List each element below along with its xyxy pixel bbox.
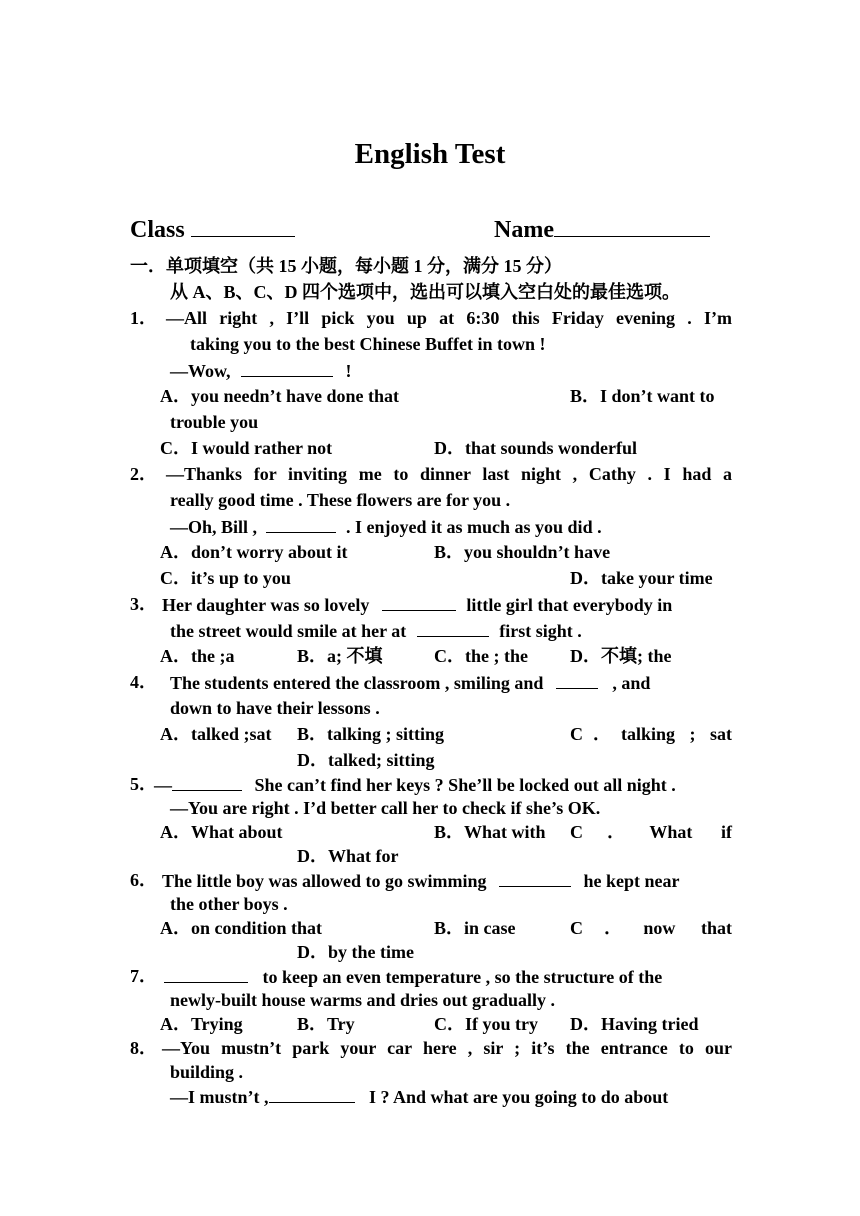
q3-blank-1[interactable] <box>382 592 456 611</box>
q7-answer-blank[interactable] <box>164 964 248 983</box>
q5-option-d[interactable]: D．What for <box>297 846 399 866</box>
q2-line3-text: —Oh, Bill , <box>170 517 258 537</box>
q2-option-b[interactable]: B．you shouldn’t have <box>434 542 611 562</box>
q4-number: 4． <box>130 672 157 692</box>
q1-line2: taking you to the best Chinese Buffet in town ! <box>190 334 546 354</box>
q1-answer-blank[interactable] <box>241 358 333 377</box>
q1-line3-end: ! <box>345 361 352 381</box>
section-instruction: 从 A、B、C、D 四个选项中，选出可以填入空白处的最佳选项。 <box>170 282 681 302</box>
q3-blank-2[interactable] <box>417 618 489 637</box>
q6-option-a[interactable]: A．on condition that <box>160 918 323 938</box>
q7-number: 7． <box>130 966 157 986</box>
q4-option-d[interactable]: D．talked; sitting <box>297 750 435 770</box>
q2-line2: really good time . These flowers are for you . <box>170 490 511 510</box>
q3-option-d[interactable]: D．不填; the <box>570 646 672 666</box>
q3-number: 3． <box>130 594 157 614</box>
q2-line3-end: . I enjoyed it as much as you did . <box>346 517 602 537</box>
q4-line1-end: , and <box>612 673 651 693</box>
q6-option-d[interactable]: D．by the time <box>297 942 414 962</box>
q6-line2: the other boys . <box>170 894 288 914</box>
q5-line2: —You are right . I’d better call her to check if she’s OK. <box>170 798 601 818</box>
q5-option-a[interactable]: A．What about <box>160 822 283 842</box>
q3-option-c[interactable]: C．the ; the <box>434 646 528 666</box>
q1-option-b-cont: trouble you <box>170 412 259 432</box>
q2-number: 2． <box>130 464 157 484</box>
q8-line2: building . <box>170 1062 244 1082</box>
q4-answer-blank[interactable] <box>556 670 598 689</box>
q4-option-b[interactable]: B．talking ; sitting <box>297 724 445 744</box>
q8-number: 8． <box>130 1038 157 1058</box>
q5-dash: — <box>154 775 172 795</box>
q1-option-d[interactable]: D．that sounds wonderful <box>434 438 638 458</box>
q4-option-a[interactable]: A．talked ;sat <box>160 724 272 744</box>
q1-number: 1． <box>130 308 157 328</box>
name-blank[interactable] <box>554 214 710 237</box>
section-heading: 一．单项填空（共 15 小题，每小题 1 分，满分 15 分） <box>130 256 562 276</box>
q6-option-b[interactable]: B．in case <box>434 918 516 938</box>
class-label: Class <box>130 217 185 243</box>
q7-line1-end: to keep an even temperature , so the structure of the <box>262 967 663 987</box>
q1-option-b[interactable]: B．I don’t want to <box>570 386 715 406</box>
q3-option-a[interactable]: A．the ;a <box>160 646 235 666</box>
q8-answer-blank[interactable] <box>269 1084 355 1103</box>
page-title: English Test <box>354 138 506 170</box>
q3-line1-end: little girl that everybody in <box>466 595 673 615</box>
q7-option-c[interactable]: C．If you try <box>434 1014 538 1034</box>
q8-line3 <box>170 1084 668 1109</box>
q7-option-a[interactable]: A．Trying <box>160 1014 243 1034</box>
q7-option-d[interactable]: D．Having tried <box>570 1014 699 1034</box>
q5-line1 <box>154 772 676 797</box>
q2-line1: —Thanks for inviting me to dinner last night , Cathy . I had a <box>166 464 732 484</box>
q5-answer-blank[interactable] <box>172 772 242 791</box>
q8-line1: —You mustn’t park your car here , sir ; it’s the entrance to our <box>162 1038 732 1058</box>
q5-number: 5． <box>130 774 157 794</box>
q5-line1-end: She can’t find her keys ? She’ll be locked out all night . <box>254 775 676 795</box>
q3-option-b[interactable]: B．a; 不填 <box>297 646 383 666</box>
q4-line1-text: The students entered the classroom , smiling and <box>170 673 544 693</box>
q7-line1 <box>164 964 662 989</box>
q6-line1-text: The little boy was allowed to go swimming <box>162 871 487 891</box>
q4-option-c[interactable]: C．talking ; sat <box>570 724 732 744</box>
q5-option-c[interactable]: C．What if <box>570 822 732 842</box>
q6-answer-blank[interactable] <box>499 868 571 887</box>
q4-line2: down to have their lessons . <box>170 698 380 718</box>
q1-line3 <box>170 358 352 383</box>
q6-option-c[interactable]: C．now that <box>570 918 732 938</box>
q3-line2-text: the street would smile at her at <box>170 621 407 641</box>
q2-answer-blank[interactable] <box>266 514 336 533</box>
q1-line3-text: —Wow, <box>170 361 231 381</box>
q3-line2-end: first sight . <box>499 621 582 641</box>
q6-number: 6． <box>130 870 157 890</box>
q6-line1-end: he kept near <box>583 871 680 891</box>
q7-option-b[interactable]: B．Try <box>297 1014 355 1034</box>
q1-option-c[interactable]: C．I would rather not <box>160 438 333 458</box>
q2-option-c[interactable]: C．it’s up to you <box>160 568 291 588</box>
q4-line1 <box>170 670 732 695</box>
class-blank[interactable] <box>191 214 295 237</box>
q2-option-a[interactable]: A．don’t worry about it <box>160 542 348 562</box>
q8-line3-text: —I mustn’t , <box>170 1087 269 1107</box>
class-field <box>130 214 295 244</box>
q3-line1 <box>162 592 672 617</box>
q8-line3-end: I ? And what are you going to do about <box>369 1087 669 1107</box>
name-field <box>494 214 710 244</box>
q3-line2 <box>170 618 582 643</box>
q1-option-a[interactable]: A．you needn’t have done that <box>160 386 400 406</box>
q3-line1-text: Her daughter was so lovely <box>162 595 370 615</box>
q2-line3 <box>170 514 602 539</box>
q2-option-d[interactable]: D．take your time <box>570 568 713 588</box>
q1-line1: —All right , I’ll pick you up at 6:30 this Friday evening . I’m <box>166 308 732 328</box>
q6-line1 <box>162 868 680 893</box>
q5-option-b[interactable]: B．What with <box>434 822 546 842</box>
q7-line2: newly-built house warms and dries out gradually . <box>170 990 556 1010</box>
name-label: Name <box>494 217 554 243</box>
